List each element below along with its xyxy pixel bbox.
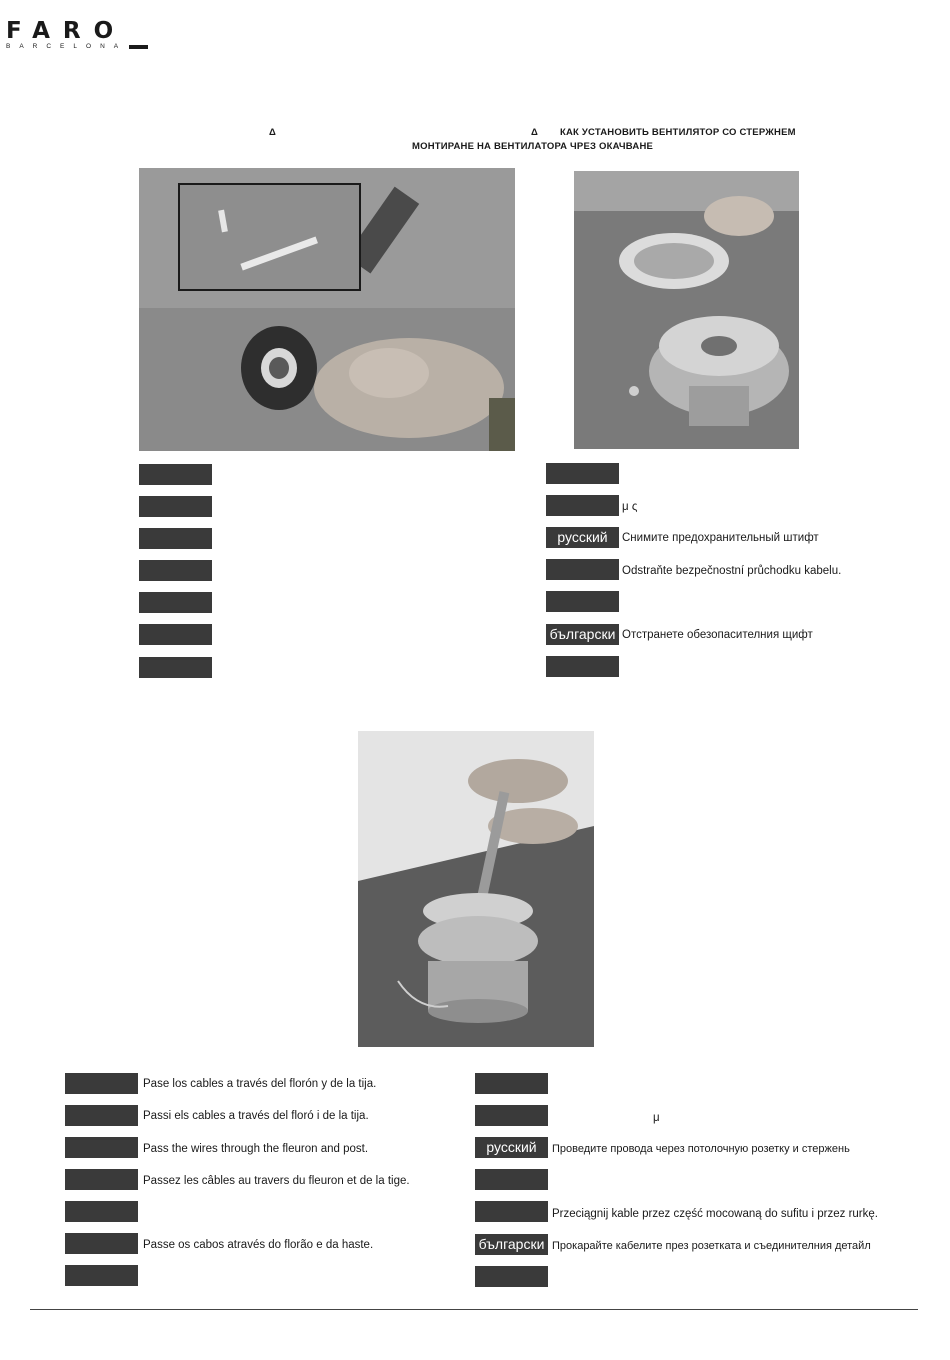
instruction-text: Pase los cables a través del florón y de la tija. <box>143 1078 377 1090</box>
lang-tag <box>65 1265 138 1286</box>
instruction-text: Passi els cables a través del floró i de la tija. <box>143 1110 369 1122</box>
lang-tag <box>475 1105 548 1126</box>
instruction-text: Отстранете обезопасителния щифт <box>622 629 813 641</box>
lang-tag <box>65 1233 138 1254</box>
photo-canopy-motor <box>574 171 799 449</box>
instruction-text: Снимите предохранительный штифт <box>622 532 819 544</box>
lang-tag-russian: русский <box>475 1137 548 1158</box>
lang-tag <box>475 1073 548 1094</box>
lang-tag <box>65 1201 138 1222</box>
brand-logo: FARO <box>6 18 127 44</box>
lang-tag <box>65 1169 138 1190</box>
instruction-text: Проведите провода через потолочную розетку и стержень <box>552 1143 850 1155</box>
lang-tag <box>546 591 619 612</box>
header-symbol-right: Δ <box>531 127 539 138</box>
instruction-text: Passez les câbles au travers du fleuron et de la tige. <box>143 1175 410 1187</box>
instruction-text: μ <box>653 1112 660 1124</box>
lang-tag <box>139 624 212 645</box>
brand-subtitle: BARCELONA <box>6 43 128 50</box>
lang-tag <box>475 1266 548 1287</box>
lang-tag <box>546 463 619 484</box>
photo-remove-safety-pin <box>139 168 515 451</box>
lang-tag <box>546 495 619 516</box>
lang-tag <box>475 1169 548 1190</box>
header-bulgarian: МОНТИРАНЕ НА ВЕНТИЛАТОРА ЧРЕЗ ОКАЧВАНЕ <box>412 141 654 152</box>
lang-tag-bulgarian: български <box>475 1234 548 1255</box>
lang-tag <box>475 1201 548 1222</box>
lang-tag-russian: русский <box>546 527 619 548</box>
lang-tag <box>139 592 212 613</box>
instruction-text: Прокарайте кабелите през розетката и съединителния детайл <box>552 1240 871 1252</box>
header-russian: КАК УСТАНОВИТЬ ВЕНТИЛЯТОР СО СТЕРЖНЕМ <box>560 127 796 138</box>
lang-tag <box>139 496 212 517</box>
lang-tag <box>139 528 212 549</box>
lang-tag <box>65 1137 138 1158</box>
photo-pass-wires <box>358 731 594 1047</box>
lang-tag <box>546 656 619 677</box>
instruction-text: μ ς <box>622 501 638 513</box>
brand-bar <box>129 45 148 49</box>
lang-tag <box>139 560 212 581</box>
footer-rule <box>30 1309 918 1310</box>
lang-tag <box>65 1105 138 1126</box>
instruction-text: Przeciągnij kable przez część mocowaną do sufitu i przez rurkę. <box>552 1208 878 1220</box>
lang-tag <box>546 559 619 580</box>
instruction-text: Odstraňte bezpečnostní průchodku kabelu. <box>622 565 842 577</box>
header-symbol-left: Δ <box>269 127 277 138</box>
lang-tag <box>139 464 212 485</box>
lang-tag-bulgarian: български <box>546 624 619 645</box>
instruction-text: Passe os cabos através do florão e da haste. <box>143 1239 374 1251</box>
lang-tag <box>139 657 212 678</box>
lang-tag <box>65 1073 138 1094</box>
instruction-text: Pass the wires through the fleuron and post. <box>143 1143 369 1155</box>
